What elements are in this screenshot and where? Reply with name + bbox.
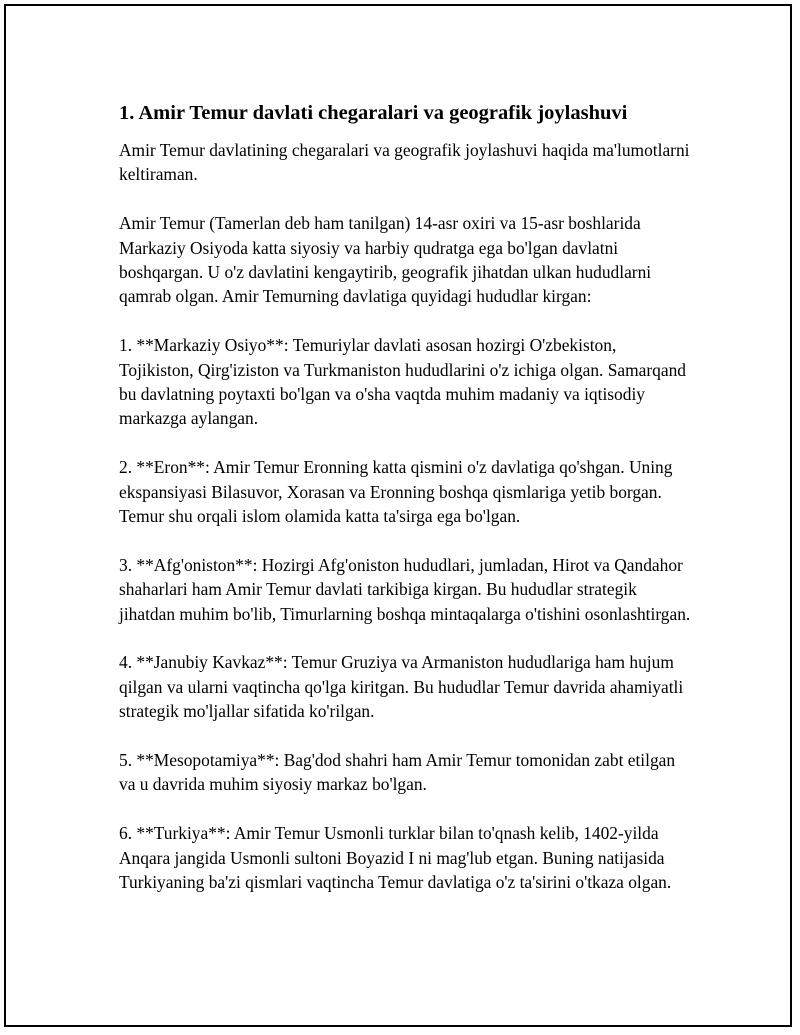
page-frame bbox=[4, 4, 792, 1027]
list-item-afgoniston: 3. **Afg'oniston**: Hozirgi Afg'oniston hududlari, jumladan, Hirot va Qandahor shaharlari ham Amir Temur davlati tarkibiga kirgan. Bu hududlar strategik jihatdan muhim bo'lib, Timurlarning boshqa mintaqalarga o'tishini osonlashtirgan. bbox=[119, 554, 691, 624]
paragraph-overview: Amir Temur (Tamerlan deb ham tanilgan) 14-asr oxiri va 15-asr boshlarida Markaziy Osiyoda katta siyosiy va harbiy qudratga ega bo'lgan davlatni boshqargan. U o'z davlatini kengaytirib, geografik jihatdan ulkan hududlarni qamrab olgan. Amir Temurning davlatiga quyidagi hududlar kirgan: bbox=[119, 213, 652, 307]
section-heading: 1. Amir Temur davlati chegaralari va geografik joylashuvi bbox=[119, 102, 628, 124]
list-item-mesopotamiya: 5. **Mesopotamiya**: Bag'dod shahri ham Amir Temur tomonidan zabt etilgan va u davrida muhim siyosiy markaz bo'lgan. bbox=[119, 750, 676, 795]
list-item-eron: 2. **Eron**: Amir Temur Eronning katta qismini o'z davlatiga qo'shgan. Uning ekspansiyasi Bilasuvor, Xorasan va Eronning boshqa qismlariga yetib borgan. Temur shu orqali islom olamida katta ta'sirga ega bo'lgan. bbox=[119, 457, 673, 527]
list-item-markaziy-osiyo: 1. **Markaziy Osiyo**: Temuriylar davlati asosan hozirgi O'zbekiston, Tojikiston, Qirg'iziston va Turkmaniston hududlarini o'z ichiga olgan. Samarqand bu davlatning poytaxti bo'lgan va o'sha vaqtda muhim madaniy va iqtisodiy markazga aylangan. bbox=[119, 335, 686, 429]
document-body bbox=[119, 99, 694, 894]
list-item-turkiya: 6. **Turkiya**: Amir Temur Usmonli turklar bilan to'qnash kelib, 1402-yilda Anqara jangida Usmonli sultoni Boyazid I ni mag'lub etgan. Buning natijasida Turkiyaning ba'zi qismlari vaqtincha Temur davlatiga o'z ta'sirini o'tkaza olgan. bbox=[119, 823, 672, 893]
list-item-janubiy-kavkaz: 4. **Janubiy Kavkaz**: Temur Gruziya va Armaniston hududlariga ham hujum qilgan va ularni vaqtincha qo'lga kiritgan. Bu hududlar Temur davrida ahamiyatli strategik mo'ljallar sifatida ko'rilgan. bbox=[119, 652, 684, 722]
paragraph-intro: Amir Temur davlatining chegaralari va geografik joylashuvi haqida ma'lumotlarni keltiraman. bbox=[119, 140, 690, 185]
